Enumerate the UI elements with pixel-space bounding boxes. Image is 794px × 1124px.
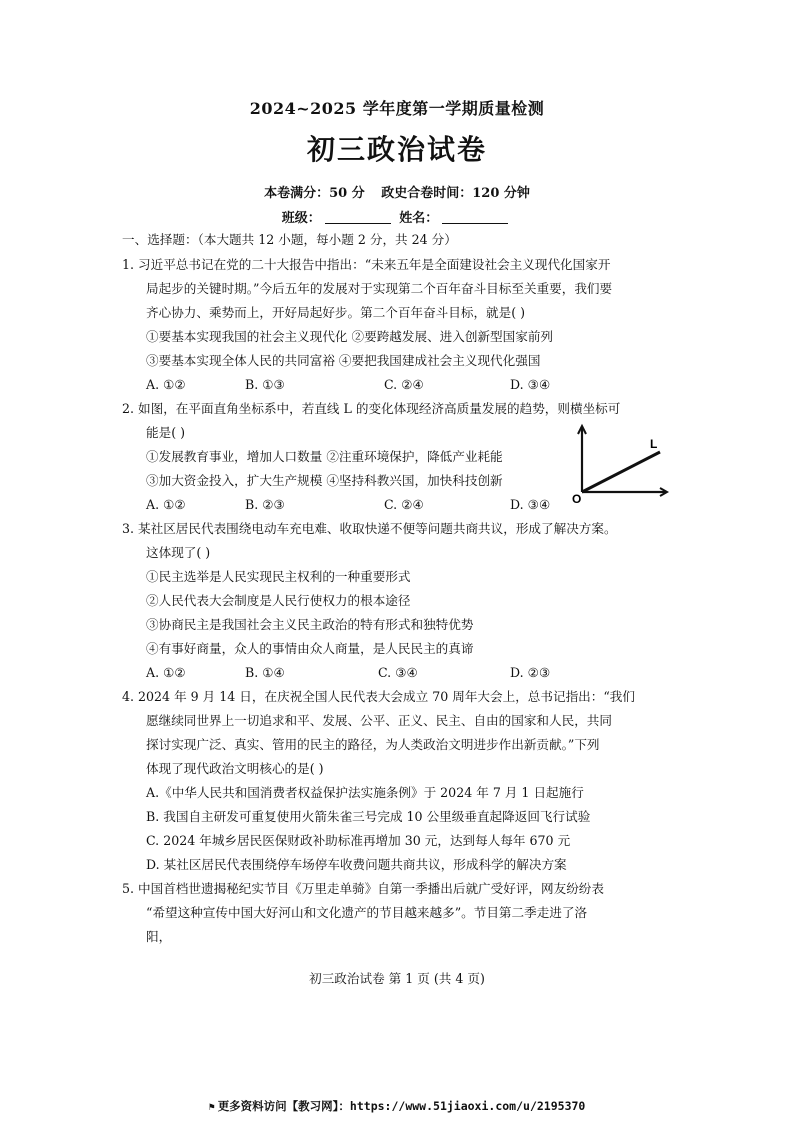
q5-line: 5. 中国首档世遗揭秘纪实节目《万里走单骑》自第一季播出后就广受好评，网友纷纷表 (122, 881, 604, 896)
class-label: 班级： (281, 211, 321, 226)
q2-line: ③加大资金投入，扩大生产规模 ④坚持科教兴国，加快科技创新 (146, 473, 503, 488)
q4-line: 体现了现代政治文明核心的是( ) (146, 761, 324, 776)
q3-line: ③协商民主是我国社会主义民主政治的特有形式和独特优势 (146, 617, 474, 632)
section-heading: 一、选择题：（本大题共 12 小题，每小题 2 分，共 24 分） (122, 232, 457, 247)
q3-line: 3. 某社区居民代表围绕电动车充电难、收取快递不便等问题共商共议，形成了解决方案。 (122, 521, 617, 536)
q1-option-d: D. ③④ (510, 377, 551, 392)
exam-title: 初三政治试卷 (306, 133, 487, 166)
q4-option-b: B. 我国自主研发可重复使用火箭朱雀三号完成 10 公里级垂直起降返回飞行试验 (146, 809, 591, 824)
flag-icon: ⚑ (208, 1102, 215, 1113)
watermark-text[interactable]: 更多资料访问【教习网】：https://www.51jiaoxi.com/u/2195370 (217, 1099, 586, 1113)
q5-line: “希望这种宣传中国大好河山和文化遗产的节目越来越多”。节目第二季走进了洛 (146, 905, 588, 920)
q4-line: 探讨实现广泛、真实、管用的民主的路径，为人类政治文明进步作出新贡献。”下列 (146, 737, 600, 752)
coordinate-graph (570, 422, 670, 504)
q2-option-a: A. ①② (146, 497, 186, 512)
q2-line: 能是( ) (146, 425, 186, 440)
q2-line: ①发展教育事业，增加人口数量 ②注重环境保护，降低产业耗能 (146, 449, 503, 464)
watermark-link[interactable] (0, 1098, 794, 1114)
q3-line: ①民主选举是人民实现民主权利的一种重要形式 (146, 569, 411, 584)
line-label: L (650, 437, 658, 451)
q1-option-c: C. ②④ (384, 377, 424, 392)
exam-subtitle: 2024~2025 学年度第一学期质量检测 (249, 99, 545, 118)
q1-line: 齐心协力、乘势而上，开好局起好步。第二个百年奋斗目标，就是( ) (146, 305, 526, 320)
q5-line: 阳， (146, 929, 172, 944)
q1-line: 局起步的关键时期。”今后五年的发展对于实现第二个百年奋斗目标至关重要，我们要 (146, 281, 613, 296)
q3-line: ④有事好商量，众人的事情由众人商量，是人民民主的真谛 (146, 641, 474, 656)
student-info (0, 207, 794, 226)
q1-option-b: B. ①③ (245, 377, 285, 392)
full-score: 本卷满分：50 分 (264, 186, 365, 201)
origin-label: O (572, 492, 582, 504)
name-label: 姓名： (399, 211, 439, 226)
q2-option-d: D. ③④ (510, 497, 551, 512)
q3-line: 这体现了( ) (146, 545, 211, 560)
q3-option-b: B. ①④ (245, 665, 285, 680)
q4-option-c: C. 2024 年城乡居民医保财政补助标准再增加 30 元，达到每人每年 670 元 (146, 833, 571, 848)
class-blank (325, 211, 391, 224)
q4-option-a: A.《中华人民共和国消费者权益保护法实施条例》于 2024 年 7 月 1 日起施行 (146, 785, 584, 800)
q1-line: ③要基本实现全体人民的共同富裕 ④要把我国建成社会主义现代化强国 (146, 353, 541, 368)
trend-line-l (582, 452, 660, 492)
q3-option-a: A. ①② (146, 665, 186, 680)
exam-time: 政史合卷时间：120 分钟 (381, 186, 530, 201)
name-blank (442, 211, 508, 224)
q1-line: ①要基本实现我国的社会主义现代化 ②要跨越发展、进入创新型国家前列 (146, 329, 554, 344)
q3-option-d: D. ②③ (510, 665, 551, 680)
exam-meta (0, 182, 794, 201)
page-footer: 初三政治试卷 第 1 页 (共 4 页) (309, 971, 485, 986)
q4-line: 4. 2024 年 9 月 14 日，在庆祝全国人民代表大会成立 70 周年大会上，总书记指出：“我们 (122, 689, 635, 704)
q3-option-c: C. ③④ (378, 665, 418, 680)
q1-option-a: A. ①② (146, 377, 186, 392)
q4-option-d: D. 某社区居民代表围绕停车场停车收费问题共商共议，形成科学的解决方案 (146, 857, 567, 872)
q3-line: ②人民代表大会制度是人民行使权力的根本途径 (146, 593, 411, 608)
q2-line: 2. 如图，在平面直角坐标系中，若直线 L 的变化体现经济高质量发展的趋势，则横坐标可 (122, 401, 621, 416)
q2-option-b: B. ②③ (245, 497, 285, 512)
q1-line: 1. 习近平总书记在党的二十大报告中指出：“未来五年是全面建设社会主义现代化国家开 (122, 257, 611, 272)
q4-line: 愿继续同世界上一切追求和平、发展、公平、正义、民主、自由的国家和人民，共同 (146, 713, 612, 728)
q2-option-c: C. ②④ (384, 497, 424, 512)
